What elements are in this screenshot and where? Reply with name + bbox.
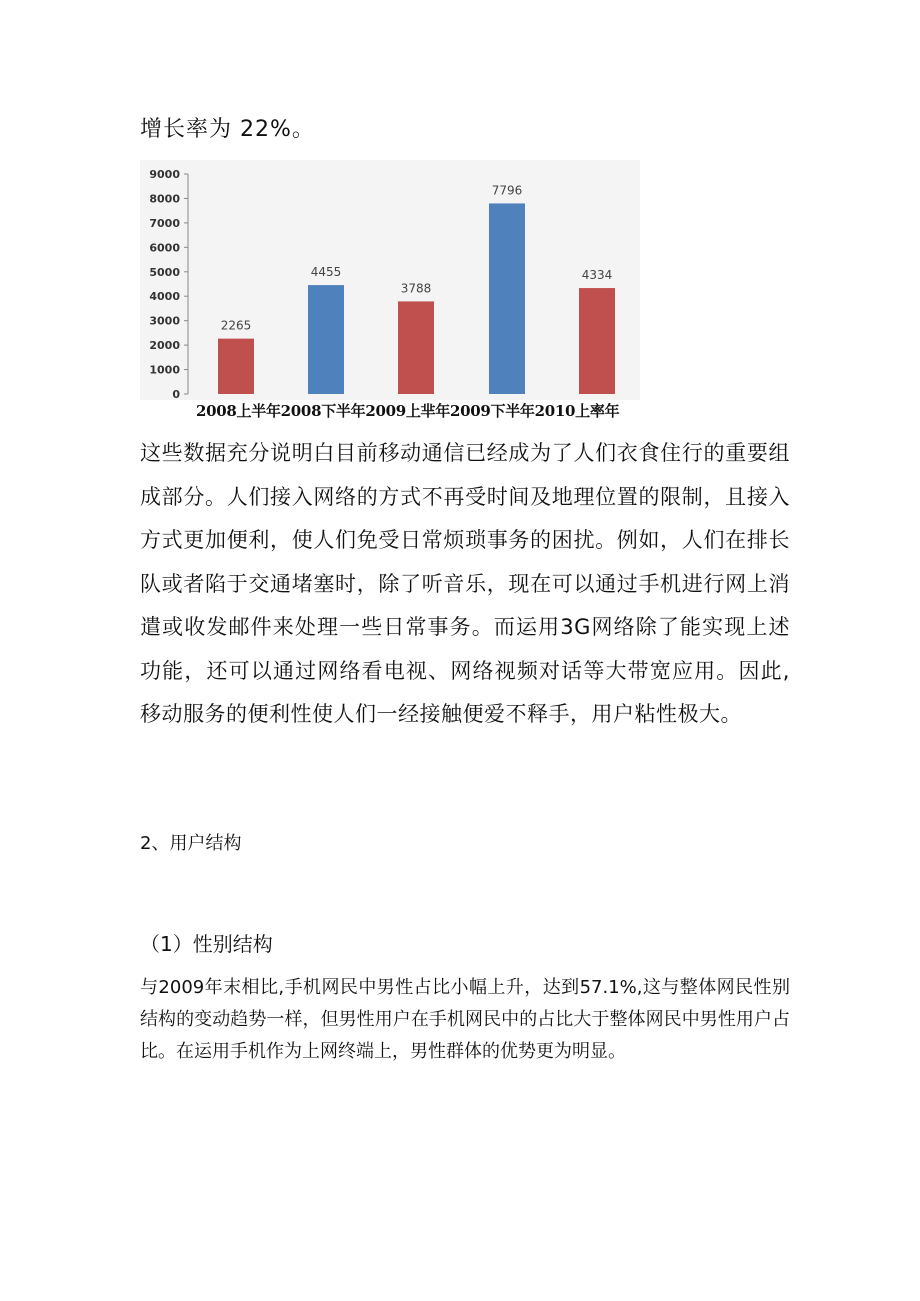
paragraph-body: 这些数据充分说明白目前移动通信已经成为了人们衣食住行的重要组成部分。人们接入网络的方式不再受时间及地理位置的限制，且接入方式更加便利，使人们免受日常烦琐事务的困扰。例如，人们在排长队或者陷于交通堵塞时，除了听音乐，现在可以通过手机进行网上消遣或收发邮件来处理一些日常事务。而运用3G网络除了能实现上述功能，还可以通过网络看电视、网络视频对话等大带宽应用。因此,移动服务的便利性使人们一经接触便爱不释手，用户粘性极大。 [140,441,790,726]
bar-value-label: 7796 [491,183,523,198]
category-labels [196,400,619,421]
bar-chart [140,160,640,400]
y-tick-label: 1000 [149,363,180,377]
category-label: 2008上半年 [196,402,281,420]
bar-value-label: 3788 [400,281,432,296]
category-label: 2009下半年 [449,402,535,420]
y-tick-label: 4000 [149,290,180,304]
bar-5 [579,288,615,394]
section-heading: 2、用户结构 [140,833,242,854]
bar-value-label: 4455 [310,265,342,280]
intro-line: 增长率为 22%。 [140,117,315,142]
y-tick-label: 0 [172,388,180,400]
paragraph-gender: 与2009年末相比,手机网民中男性占比小幅上升，达到57.1%,这与整体网民性别结构的变动趋势一样，但男性用户在手机网民中的占比大于整体网民中男性用户占比。在运用手机作为上网终端上，男性群体的优势更为明显。 [140,977,790,1062]
bar-3 [398,301,434,394]
category-label: 2010上率年 [534,402,620,420]
y-tick-label: 9000 [149,168,180,181]
y-tick-label: 6000 [149,241,180,255]
subsection-heading: （1）性别结构 [140,932,273,956]
y-tick-label: 7000 [149,216,180,230]
y-tick-label: 5000 [149,265,180,279]
bar-value-label: 2265 [220,318,252,333]
bar-2 [308,285,344,394]
bar-4 [489,203,525,394]
chart-background [140,160,640,400]
y-tick-label: 8000 [149,192,180,206]
category-label: 2009上芈年 [365,402,450,420]
category-label: 2008下半年 [280,402,366,420]
y-tick-label: 2000 [149,339,180,353]
y-tick-label: 3000 [149,314,180,328]
bar-1 [218,339,254,394]
bar-value-label: 4334 [581,268,613,283]
